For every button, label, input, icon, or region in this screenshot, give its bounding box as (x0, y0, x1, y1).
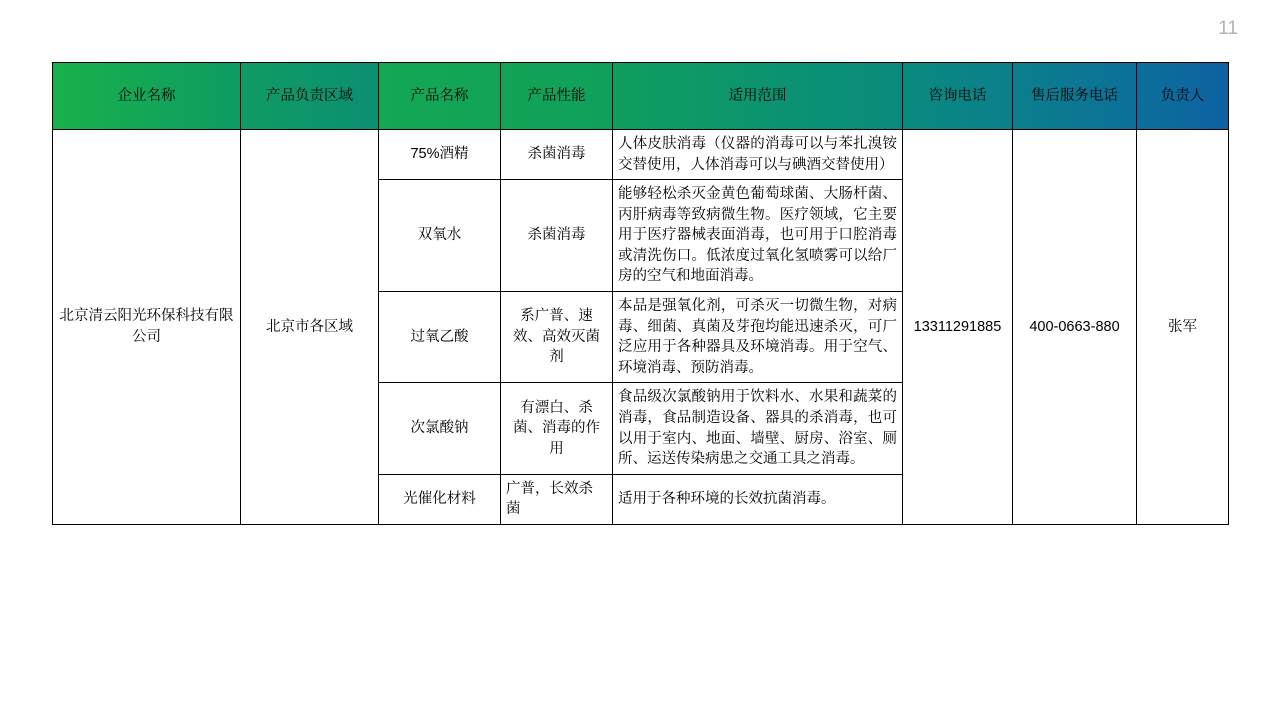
table (52, 62, 1229, 525)
cell-scope: 人体皮肤消毒（仪器的消毒可以与苯扎溴铵交替使用，人体消毒可以与碘酒交替使用） (613, 130, 903, 180)
column-header-after-sales: 售后服务电话 (1013, 63, 1137, 130)
cell-performance: 系广普、速效、高效灭菌剂 (501, 292, 613, 383)
column-header-product: 产品名称 (379, 63, 501, 130)
cell-scope: 适用于各种环境的长效抗菌消毒。 (613, 474, 903, 524)
cell-company: 北京清云阳光环保科技有限公司 (53, 130, 241, 525)
column-header-region: 产品负责区域 (241, 63, 379, 130)
cell-owner: 张军 (1137, 130, 1229, 525)
cell-scope: 本品是强氧化剂，可杀灭一切微生物，对病毒、细菌、真菌及芽孢均能迅速杀灭，可厂泛应用于各种器具及环境消毒。用于空气、环境消毒、预防消毒。 (613, 292, 903, 383)
cell-after-sales: 400-0663-880 (1013, 130, 1137, 525)
column-header-company: 企业名称 (53, 63, 241, 130)
cell-product: 光催化材料 (379, 474, 501, 524)
page-number: 11 (1218, 18, 1238, 39)
table-body (53, 130, 1229, 525)
cell-product: 双氧水 (379, 180, 501, 292)
table-header (53, 63, 1229, 130)
cell-product: 75%酒精 (379, 130, 501, 180)
cell-performance: 杀菌消毒 (501, 130, 613, 180)
cell-scope: 能够轻松杀灭金黄色葡萄球菌、大肠杆菌、丙肝病毒等致病微生物。医疗领域，它主要用于医疗器械表面消毒，也可用于口腔消毒或清洗伤口。低浓度过氧化氢喷雾可以给厂房的空气和地面消毒。 (613, 180, 903, 292)
column-header-tel: 咨询电话 (903, 63, 1013, 130)
table-row (53, 130, 1229, 180)
cell-performance: 广普，长效杀菌 (501, 474, 613, 524)
cell-performance: 杀菌消毒 (501, 180, 613, 292)
header-row (53, 63, 1229, 130)
cell-scope: 食品级次氯酸钠用于饮料水、水果和蔬菜的消毒，食品制造设备、器具的杀消毒，也可以用于室内、地面、墙壁、厨房、浴室、厕所、运送传染病患之交通工具之消毒。 (613, 383, 903, 474)
column-header-owner: 负责人 (1137, 63, 1229, 130)
disinfection-products-table (52, 62, 1228, 525)
cell-region: 北京市各区域 (241, 130, 379, 525)
cell-tel: 13311291885 (903, 130, 1013, 525)
cell-product: 过氧乙酸 (379, 292, 501, 383)
column-header-scope: 适用范围 (613, 63, 903, 130)
cell-performance: 有漂白、杀菌、消毒的作用 (501, 383, 613, 474)
column-header-performance: 产品性能 (501, 63, 613, 130)
cell-product: 次氯酸钠 (379, 383, 501, 474)
